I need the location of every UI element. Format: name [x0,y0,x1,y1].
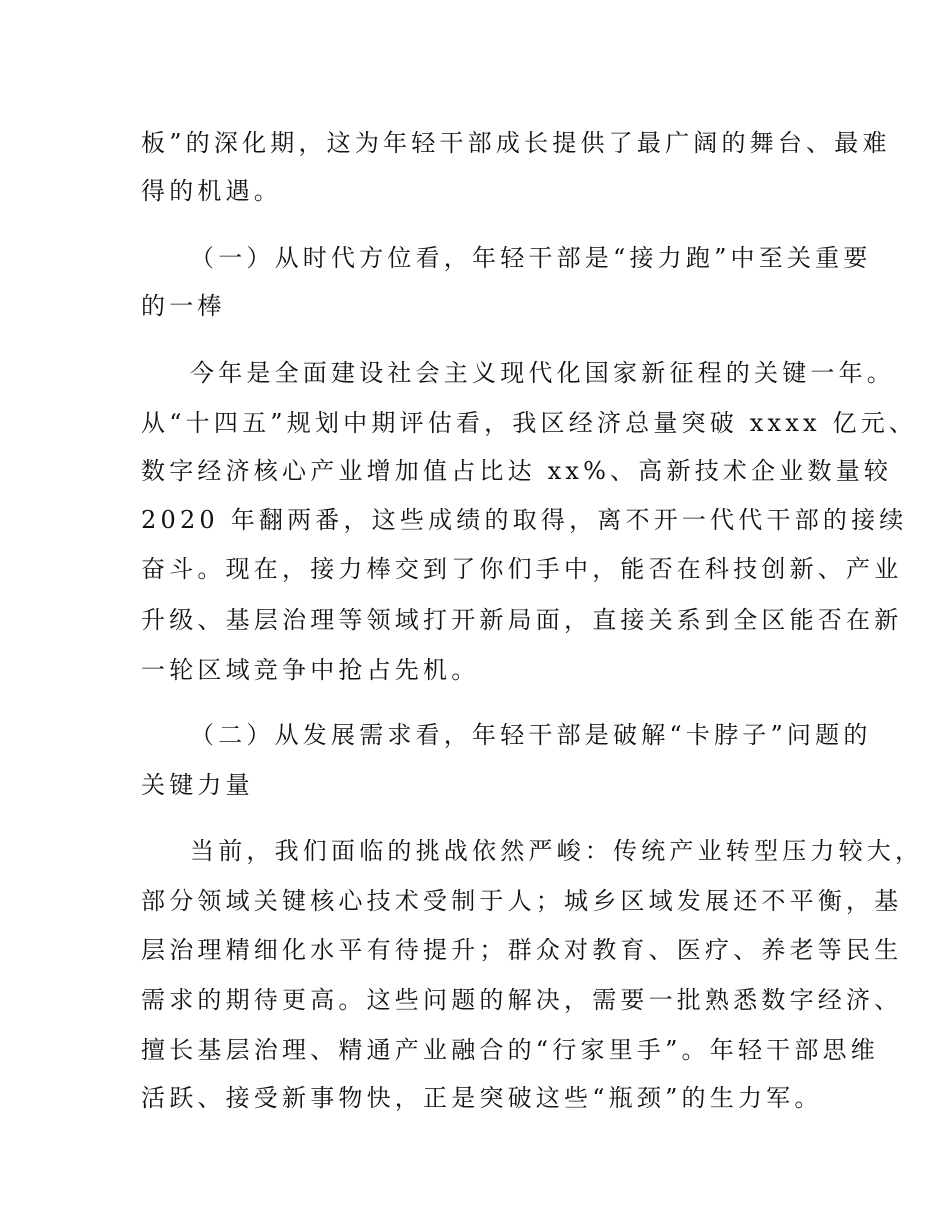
paragraph-line: 从“十四五”规划中期评估看，我区经济总量突破 xxxx 亿元、 [141,409,918,437]
paragraph-line: 当前，我们面临的挑战依然严峻：传统产业转型压力较大， [190,837,924,865]
paragraph-line: 活跃、接受新事物快，正是突破这些“瓶颈”的生力军。 [141,1084,823,1112]
paragraph-line: 板”的深化期，这为年轻干部成长提供了最广阔的舞台、最难 [141,129,891,157]
paragraph-line: 部分领域关键核心技术受制于人；城乡区域发展还不平衡，基 [141,887,903,915]
paragraph-line: 数字经济核心产业增加值占比达 xx%、高新技术企业数量较 [141,457,893,485]
paragraph-line: 升级、基层治理等领域打开新局面，直接关系到全区能否在新 [141,606,903,634]
section-heading-2: （二）从发展需求看，年轻干部是破解“卡脖子”问题的 [190,721,872,749]
paragraph-line: 得的机遇。 [141,177,282,205]
paragraph-line: 需求的期待更高。这些问题的解决，需要一批熟悉数字经济、 [141,986,903,1014]
paragraph-line: 擅长基层治理、精通产业融合的“行家里手”。年轻干部思维 [141,1036,879,1064]
paragraph-line: 今年是全面建设社会主义现代化国家新征程的关键一年。 [190,359,895,387]
paragraph-line: 2020 年翻两番，这些成绩的取得，离不开一代代干部的接续 [141,506,908,534]
paragraph-line: 一轮区域竞争中抢占先机。 [141,656,480,684]
paragraph-line: 奋斗。现在，接力棒交到了你们手中，能否在科技创新、产业 [141,555,903,583]
section-heading-2-cont: 关键力量 [141,771,254,799]
section-heading-1-cont: 的一棒 [141,292,226,320]
paragraph-line: 层治理精细化水平有待提升；群众对教育、医疗、养老等民生 [141,936,903,964]
section-heading-1: （一）从时代方位看，年轻干部是“接力跑”中至关重要 [190,244,872,272]
